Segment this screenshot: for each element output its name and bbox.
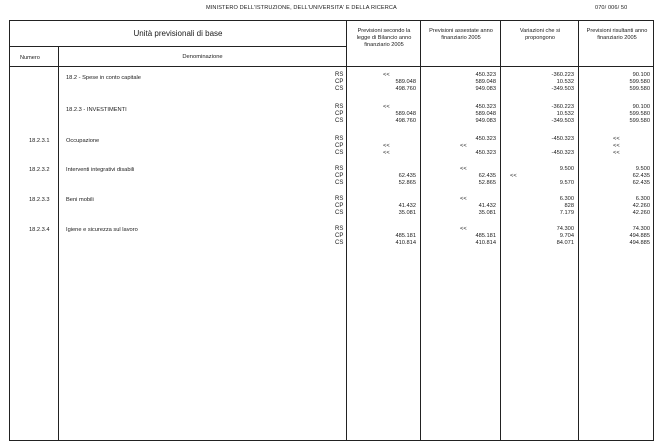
cell-variazioni-cs: -349.503 [551, 86, 574, 92]
cell-legge-rs: << [383, 72, 390, 78]
row-denominazione: Interventi integrativi disabili [66, 167, 135, 173]
cell-variazioni-cp: 10.532 [556, 79, 574, 85]
row-tag-cp: CP [335, 111, 344, 117]
cell-variazioni-rs: -360.223 [551, 104, 574, 110]
table-bottom-border [9, 440, 654, 441]
row-tag-cs: CS [335, 210, 344, 216]
cell-variazioni-rs: -360.223 [551, 72, 574, 78]
row-tag-cp: CP [335, 143, 344, 149]
cell-variazioni-rs: 9.500 [559, 166, 574, 172]
cell-variazioni-cs: 84.071 [556, 240, 574, 246]
cell-risultanti-cs: 599.580 [629, 86, 650, 92]
cell-assestate-cs: 949.083 [475, 86, 496, 92]
row-tag-rs: RS [335, 166, 344, 172]
legge-column-divider [420, 20, 421, 441]
table-left-border [9, 20, 10, 441]
cell-legge-cp: 589.048 [395, 79, 416, 85]
cell-assestate-cp: 589.048 [475, 111, 496, 117]
cell-variazioni-cp: 828 [564, 203, 574, 209]
cell-risultanti-cp: << [613, 143, 620, 149]
cell-risultanti-cs: 494.885 [629, 240, 650, 246]
numero-column-divider [58, 46, 59, 441]
col-header-denominazione: Denominazione [182, 54, 223, 60]
cell-legge-cp: << [383, 143, 390, 149]
cell-legge-cs: 498.760 [395, 118, 416, 124]
group-title-separator [9, 46, 346, 47]
cell-variazioni-rs: -450.323 [551, 136, 574, 142]
col-header-previsioni-assestate: Previsioni assestate anno finanziario 2005 [429, 28, 493, 41]
col-header-numero: Numero [20, 55, 40, 61]
ministry-header: MINISTERO DELL'ISTRUZIONE, DELL'UNIVERSITA' E DELLA RICERCA [206, 5, 397, 11]
cell-assestate-cs: 52.865 [478, 180, 496, 186]
assestate-column-divider [500, 20, 501, 441]
cell-legge-cp: 41.432 [398, 203, 416, 209]
variazioni-column-divider [578, 20, 579, 441]
row-tag-cp: CP [335, 233, 344, 239]
cell-legge-cs: 52.865 [398, 180, 416, 186]
cell-risultanti-cp: 599.580 [629, 79, 650, 85]
cell-assestate-rs: << [460, 196, 467, 202]
denominazione-column-divider [346, 20, 347, 441]
cell-risultanti-rs: 90.100 [632, 104, 650, 110]
cell-assestate-rs: 450.323 [475, 104, 496, 110]
cell-assestate-cp: 485.181 [475, 233, 496, 239]
cell-risultanti-rs: << [613, 136, 620, 142]
cell-legge-cs: 498.760 [395, 86, 416, 92]
cell-variazioni-rs: 6.300 [559, 196, 574, 202]
row-tag-cp: CP [335, 203, 344, 209]
group-title: Unità previsionali di base [133, 29, 223, 38]
row-denominazione: 18.2 - Spese in conto capitale [66, 75, 141, 81]
cell-variazioni-cp: 9.704 [559, 233, 574, 239]
row-tag-cs: CS [335, 86, 344, 92]
cell-legge-cp: 485.181 [395, 233, 416, 239]
cell-assestate-cs: 949.083 [475, 118, 496, 124]
row-denominazione: Igiene e sicurezza sul lavoro [66, 227, 138, 233]
cell-risultanti-cp: 42.260 [632, 203, 650, 209]
cell-variazioni-cp: 10.532 [556, 111, 574, 117]
cell-legge-rs: << [383, 104, 390, 110]
row-tag-rs: RS [335, 72, 344, 78]
cell-variazioni-rs: 74.300 [556, 226, 574, 232]
cell-assestate-rs: << [460, 226, 467, 232]
row-numero: 18.2.3.1 [29, 138, 50, 144]
cell-assestate-rs: 450.323 [475, 72, 496, 78]
col-header-variazioni: Variazioni che si propongono [519, 28, 561, 41]
cell-risultanti-rs: 90.100 [632, 72, 650, 78]
cell-assestate-cp: 41.432 [478, 203, 496, 209]
page-reference: 070/ 006/ 50 [595, 5, 628, 11]
row-numero: 18.2.3.4 [29, 227, 50, 233]
col-header-previsioni-risultanti: Previsioni risultanti anno finanziario 2005 [586, 28, 648, 41]
cell-variazioni-cs: -349.503 [551, 118, 574, 124]
row-tag-rs: RS [335, 104, 344, 110]
row-numero: 18.2.3.3 [29, 197, 50, 203]
cell-legge-cp: 62.435 [398, 173, 416, 179]
cell-assestate-cs: 35.081 [478, 210, 496, 216]
cell-risultanti-cs: 42.260 [632, 210, 650, 216]
row-tag-cs: CS [335, 240, 344, 246]
row-tag-rs: RS [335, 196, 344, 202]
row-denominazione: Beni mobili [66, 197, 94, 203]
row-tag-cp: CP [335, 79, 344, 85]
cell-legge-cs: 35.081 [398, 210, 416, 216]
cell-assestate-cp: 589.048 [475, 79, 496, 85]
cell-risultanti-cp: 599.580 [629, 111, 650, 117]
cell-variazioni-cs: -450.323 [551, 150, 574, 156]
cell-risultanti-rs: 9.500 [635, 166, 650, 172]
row-tag-cp: CP [335, 173, 344, 179]
row-tag-rs: RS [335, 136, 344, 142]
cell-risultanti-cp: 62.435 [632, 173, 650, 179]
cell-assestate-cp: << [460, 143, 467, 149]
cell-legge-cs: 410.814 [395, 240, 416, 246]
cell-assestate-rs: << [460, 166, 467, 172]
cell-assestate-cs: 450.323 [475, 150, 496, 156]
cell-assestate-rs: 450.323 [475, 136, 496, 142]
cell-assestate-cs: 410.814 [475, 240, 496, 246]
cell-legge-cs: << [383, 150, 390, 156]
row-tag-cs: CS [335, 118, 344, 124]
row-numero: 18.2.3.2 [29, 167, 50, 173]
cell-legge-cp: 589.048 [395, 111, 416, 117]
table-right-border [653, 20, 654, 441]
cell-risultanti-cs: 62.435 [632, 180, 650, 186]
cell-variazioni-cs: 7.179 [559, 210, 574, 216]
row-denominazione: 18.2.3 - INVESTIMENTI [66, 107, 127, 113]
col-header-previsioni-legge: Previsioni secondo la legge di Bilancio anno finanziario 2005 [356, 28, 412, 48]
cell-risultanti-cp: 494.885 [629, 233, 650, 239]
cell-risultanti-cs: << [613, 150, 620, 156]
cell-variazioni-cs: 9.570 [559, 180, 574, 186]
row-denominazione: Occupazione [66, 138, 100, 144]
row-tag-rs: RS [335, 226, 344, 232]
row-tag-cs: CS [335, 180, 344, 186]
cell-variazioni-cp: << [510, 173, 517, 179]
row-tag-cs: CS [335, 150, 344, 156]
table-top-border [9, 20, 654, 21]
cell-assestate-cp: 62.435 [478, 173, 496, 179]
header-bottom-border [9, 66, 654, 67]
cell-risultanti-rs: 6.300 [635, 196, 650, 202]
cell-risultanti-rs: 74.300 [632, 226, 650, 232]
cell-risultanti-cs: 599.580 [629, 118, 650, 124]
